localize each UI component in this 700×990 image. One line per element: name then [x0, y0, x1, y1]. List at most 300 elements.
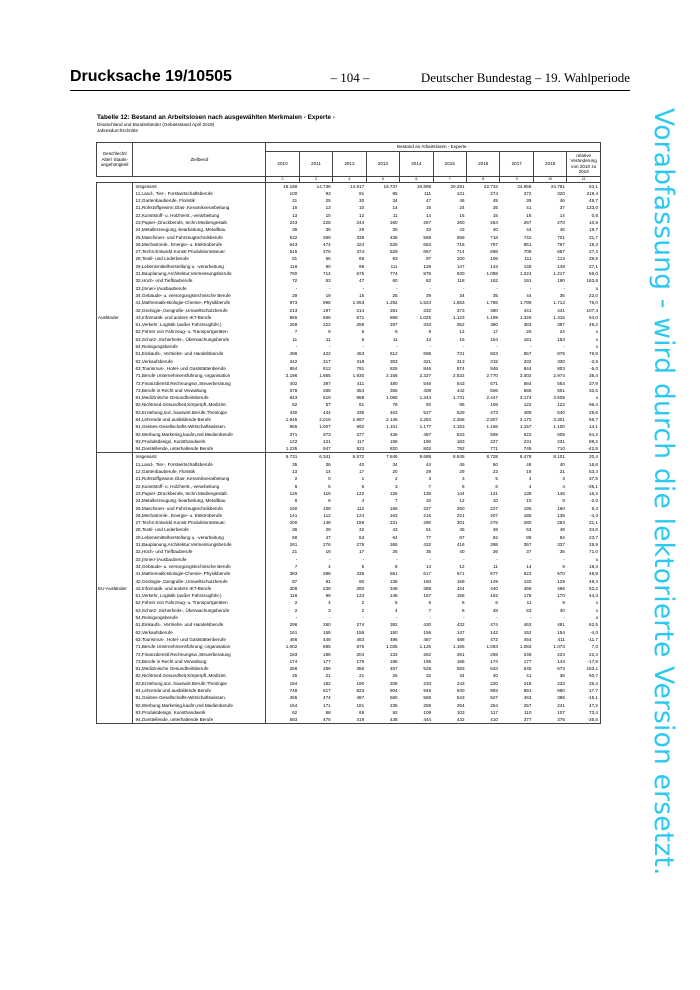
- value-cell: 214: [356, 307, 365, 313]
- value-cell: 673: [557, 666, 565, 672]
- value-cell: 320: [557, 190, 565, 196]
- value-cell: 3: [562, 476, 565, 482]
- value-cell: -: [563, 615, 565, 621]
- value-cell: 208: [389, 680, 398, 686]
- relative-change-cell: x: [567, 328, 601, 335]
- occupation-label: 73,Berufe in Recht und Verwaltung: [133, 387, 266, 394]
- value-cell: 40: [559, 461, 565, 467]
- value-cell: 855: [289, 314, 298, 320]
- value-cell: 767: [557, 241, 565, 247]
- value-cell: 40: [492, 673, 498, 679]
- value-cell: 1.073: [553, 644, 565, 650]
- value-cell: 83: [392, 256, 398, 262]
- value-cell: 667: [423, 249, 432, 255]
- value-cell: 569: [490, 431, 498, 437]
- value-cell: 11: [325, 336, 331, 342]
- value-cell: 222: [323, 322, 331, 328]
- value-cell: 14: [526, 563, 532, 569]
- group-label: Ausländer: [97, 182, 133, 453]
- value-cell: 2.807: [486, 417, 498, 422]
- value-cell: 92: [392, 709, 398, 715]
- value-cell: 65: [325, 256, 331, 262]
- value-cell: 422: [323, 351, 331, 357]
- value-cell: 20.291: [433, 182, 466, 190]
- occupation-label: 51,Verkehr, Logistik (außer Fahrzeugführ.): [133, 321, 266, 328]
- table-head: [97, 143, 601, 183]
- value-cell: 158: [456, 593, 465, 599]
- occupation-label: 53,Schutz-,Sicherheits-, Überwachungsberufe: [133, 336, 266, 343]
- value-cell: 365: [323, 387, 331, 393]
- value-cell: -: [295, 615, 298, 621]
- value-cell: -: [529, 285, 532, 291]
- value-cell: 112: [323, 512, 331, 518]
- occupation-label: 92,Werbung,Marketing,kaufm,red.Medienberufe: [133, 702, 266, 709]
- value-cell: 91: [325, 578, 331, 584]
- value-cell: 782: [433, 445, 466, 453]
- value-cell: 268: [490, 651, 498, 657]
- value-cell: 9: [428, 329, 432, 335]
- occupation-label: 21,Rohstoffgewinn,Glas-,Keramikverarbeitung: [133, 475, 266, 482]
- value-cell: 17: [359, 469, 365, 475]
- value-cell: 93: [325, 190, 331, 196]
- value-cell: 45: [459, 461, 465, 467]
- value-cell: 220: [490, 680, 498, 686]
- occupation-label: 83,Erziehung,soz.,hauswirt.Berufe,Theologie: [133, 680, 266, 687]
- occupation-label: 42,Geologie-,Geografie-,Umweltschutzberufe: [133, 307, 266, 314]
- table-row: [97, 548, 601, 555]
- value-cell: 35: [559, 292, 565, 298]
- value-cell: 156: [423, 629, 432, 635]
- relative-change-cell: x: [567, 556, 601, 563]
- value-cell: 260: [323, 622, 331, 628]
- value-cell: 2: [361, 600, 365, 606]
- value-cell: 244: [356, 219, 365, 225]
- value-cell: 207: [490, 512, 498, 518]
- value-cell: 35: [492, 292, 498, 298]
- value-cell: 332: [523, 358, 532, 364]
- value-cell: 161: [289, 629, 298, 635]
- value-cell: 440: [490, 585, 498, 591]
- value-cell: 2.974: [553, 373, 565, 379]
- table-row: [97, 423, 601, 430]
- relative-change-cell: 62,5: [567, 621, 601, 628]
- table-body: [97, 182, 601, 724]
- value-cell: 158: [389, 438, 398, 444]
- value-cell: 474: [323, 241, 331, 247]
- value-cell: 274: [356, 622, 365, 628]
- value-cell: 77: [425, 534, 432, 540]
- value-cell: 37: [526, 549, 532, 555]
- value-cell: 940: [456, 687, 465, 693]
- occupation-label: 26,Mechatronik-, Energie- u. Elektroberufe: [133, 241, 266, 248]
- index-cell: 9: [500, 176, 533, 182]
- value-cell: 372: [523, 190, 532, 196]
- table-row: [97, 372, 601, 379]
- value-cell: 60: [392, 278, 398, 284]
- value-cell: 129: [423, 263, 432, 269]
- value-cell: 885: [323, 644, 331, 650]
- value-cell: 1.065: [386, 395, 398, 401]
- value-cell: 260: [456, 219, 465, 225]
- value-cell: 29: [359, 227, 365, 233]
- value-cell: 186: [389, 658, 398, 664]
- value-cell: 472: [490, 636, 498, 642]
- value-cell: 30: [359, 198, 365, 204]
- value-cell: 410: [467, 716, 500, 724]
- value-cell: 21: [325, 673, 331, 679]
- relative-change-cell: 107,4: [567, 307, 601, 314]
- value-cell: 9: [562, 563, 565, 569]
- value-cell: -: [462, 556, 465, 562]
- value-cell: 819: [323, 395, 331, 401]
- value-cell: 8: [294, 498, 298, 504]
- value-cell: 8.478: [500, 453, 533, 461]
- relative-change-cell: 27,4: [567, 248, 601, 255]
- value-cell: 164: [289, 702, 298, 708]
- year-header: 2014: [400, 151, 433, 176]
- value-cell: 4: [562, 483, 565, 489]
- value-cell: 6.341: [299, 453, 332, 461]
- table-row: [97, 307, 601, 314]
- table-row: [97, 621, 601, 628]
- value-cell: 4: [361, 498, 365, 504]
- value-cell: 25: [392, 673, 398, 679]
- value-cell: 40: [559, 607, 565, 613]
- value-cell: 430: [423, 622, 432, 628]
- relative-change-cell: x: [567, 607, 601, 614]
- table-row: [97, 702, 601, 709]
- beruf-header: Zielberuf: [133, 143, 266, 177]
- relative-change-cell: -35,5: [567, 716, 601, 724]
- occupation-label: Insgesamt: [133, 182, 266, 190]
- value-cell: 276: [323, 542, 331, 548]
- value-cell: 16.737: [366, 182, 399, 190]
- value-cell: 11: [526, 600, 532, 606]
- value-cell: 313: [456, 358, 465, 364]
- value-cell: 184: [289, 680, 298, 686]
- value-cell: 159: [456, 578, 465, 584]
- value-cell: 749: [500, 445, 533, 453]
- relative-change-cell: 31,1: [567, 519, 601, 526]
- value-cell: 481: [557, 622, 565, 628]
- value-cell: 155: [323, 629, 331, 635]
- value-cell: 40: [359, 461, 365, 467]
- value-cell: 382: [389, 622, 398, 628]
- value-cell: 36: [559, 549, 565, 555]
- value-cell: 148: [389, 593, 398, 599]
- value-cell: 802: [400, 445, 433, 453]
- value-cell: 435: [389, 234, 398, 240]
- value-cell: 7: [294, 329, 298, 335]
- value-cell: -: [396, 556, 398, 562]
- value-cell: 623: [523, 571, 532, 577]
- table-row: [97, 219, 601, 226]
- value-cell: 1.199: [486, 314, 498, 320]
- value-cell: 113: [557, 256, 565, 262]
- table-title: Tabelle 12: Bestand an Arbeitslosen nach ausgewählten Merkmalen - Experte -: [97, 114, 335, 121]
- value-cell: 296: [289, 622, 298, 628]
- value-cell: 1.930: [352, 373, 365, 379]
- relative-change-cell: -4,0: [567, 629, 601, 636]
- value-cell: 34: [392, 198, 398, 204]
- value-cell: 147: [456, 629, 465, 635]
- value-cell: 645: [523, 666, 532, 672]
- value-cell: 18.899: [400, 182, 433, 190]
- table-row: [97, 636, 601, 643]
- value-cell: 90: [359, 578, 365, 584]
- value-cell: 1.945: [285, 417, 298, 422]
- value-cell: 402: [289, 380, 298, 386]
- value-cell: 617: [423, 571, 432, 577]
- value-cell: 435: [356, 571, 365, 577]
- value-cell: 823: [333, 445, 366, 453]
- value-cell: 131: [456, 190, 465, 196]
- value-cell: 876: [557, 351, 565, 357]
- relative-change-cell: x: [567, 285, 601, 292]
- relative-change-cell: 48,4: [567, 578, 601, 585]
- relative-change-cell: 7,0: [567, 643, 601, 650]
- value-cell: -: [496, 285, 498, 291]
- occupation-label: 92,Werbung,Marketing,kaufm,red.Medienberufe: [133, 431, 266, 438]
- value-cell: 5: [495, 476, 498, 482]
- value-cell: 47: [425, 198, 432, 204]
- value-cell: 742: [523, 234, 532, 240]
- value-cell: 5: [328, 483, 331, 489]
- value-cell: 387: [557, 322, 565, 328]
- value-cell: 698: [490, 249, 498, 255]
- occupation-label: 84,Lehrende und ausbildende Berufe: [133, 687, 266, 694]
- value-cell: 378: [289, 387, 298, 393]
- occupation-label: 12,Gartenbauberufe, Floristik: [133, 197, 266, 204]
- value-cell: 634: [490, 666, 498, 672]
- value-cell: 532: [289, 234, 298, 240]
- value-cell: 136: [389, 578, 398, 584]
- value-cell: 183: [456, 438, 465, 444]
- value-cell: 227: [490, 438, 498, 444]
- year-header: 2017: [500, 151, 533, 176]
- table-row: [97, 687, 601, 694]
- value-cell: 16.168: [266, 182, 299, 190]
- value-cell: 1.125: [419, 644, 432, 650]
- occupation-label: 63,Tourismus-, Hotel- und Gaststättenberufe: [133, 365, 266, 372]
- value-cell: -: [529, 556, 532, 562]
- value-cell: 11: [392, 336, 398, 342]
- value-cell: 243: [289, 219, 298, 225]
- value-cell: 1.166: [486, 424, 498, 430]
- relative-change-cell: 6,3: [567, 505, 601, 512]
- value-cell: 68: [359, 256, 365, 262]
- value-cell: 243: [456, 680, 465, 686]
- value-cell: 3.509: [553, 395, 565, 401]
- occupation-label: 52,Führer von Fahrzeug- u. Transportgeräten: [133, 599, 266, 606]
- value-cell: 140: [523, 578, 532, 584]
- value-cell: 110: [524, 709, 532, 715]
- value-cell: 1.083: [486, 644, 498, 650]
- occupation-label: 51,Verkehr, Logistik (außer Fahrzeugführ.): [133, 592, 266, 599]
- value-cell: 46: [559, 227, 565, 233]
- watermark: [640, 108, 700, 908]
- value-cell: -: [529, 344, 532, 350]
- value-cell: 1.663: [453, 300, 465, 306]
- value-cell: -: [496, 556, 498, 562]
- value-cell: 274: [490, 190, 498, 196]
- table-row: [97, 394, 601, 401]
- value-cell: 3.174: [519, 395, 532, 401]
- value-cell: -: [462, 344, 465, 350]
- value-cell: 143: [557, 658, 565, 664]
- value-cell: 332: [423, 307, 432, 313]
- value-cell: 231: [523, 438, 532, 444]
- occupation-label: 93,Produktdesign, Kunsthandwerk: [133, 709, 266, 716]
- occupation-label: 24,Metallerzeugung,-bearbeitung, Metallbau: [133, 497, 266, 504]
- value-cell: 846: [423, 365, 432, 371]
- value-cell: 357: [523, 542, 532, 548]
- value-cell: 261: [289, 542, 298, 548]
- relative-change-cell: 219,4: [567, 190, 601, 197]
- value-cell: 174: [490, 658, 498, 664]
- occupation-label: 91,Geistes-Gesellschafts-Wirtschaftswissen.: [133, 423, 266, 430]
- value-cell: 111: [390, 263, 398, 269]
- value-cell: 106: [490, 256, 498, 262]
- value-cell: 643: [289, 241, 298, 247]
- value-cell: 11: [292, 336, 298, 342]
- value-cell: 1: [361, 476, 365, 482]
- value-cell: 444: [400, 716, 433, 724]
- table-row: [97, 292, 601, 299]
- value-cell: 170: [557, 593, 565, 599]
- value-cell: 3: [428, 476, 432, 482]
- value-cell: 227: [423, 505, 432, 511]
- value-cell: 1.088: [486, 271, 498, 277]
- relative-change-cell: 22,0: [567, 292, 601, 299]
- watermark-text: Vorabfassung - wird durch die lektorierte Version ersetzt.: [648, 108, 679, 876]
- value-cell: 301: [456, 520, 465, 526]
- relative-change-cell: 17,7: [567, 687, 601, 694]
- value-cell: 2.770: [486, 373, 498, 379]
- table-row: [97, 512, 601, 519]
- value-cell: 22.732: [467, 182, 500, 190]
- value-cell: 376: [533, 716, 566, 724]
- value-cell: 25: [292, 673, 298, 679]
- value-cell: 6: [361, 336, 365, 342]
- value-cell: 342: [289, 358, 298, 364]
- occupation-label: 94,Darstellende, unterhaltende Berufe: [133, 716, 266, 724]
- value-cell: 659: [456, 234, 465, 240]
- value-cell: -: [396, 285, 398, 291]
- occupation-label: 54,Reinigungsberufe: [133, 343, 266, 350]
- value-cell: 57: [325, 402, 331, 408]
- value-cell: 568: [423, 234, 432, 240]
- value-cell: -: [429, 556, 432, 562]
- value-cell: 39: [425, 292, 432, 298]
- value-cell: 671: [356, 314, 365, 320]
- value-cell: 14.617: [333, 182, 366, 190]
- group-label: EU-Ausländer: [97, 453, 133, 724]
- relative-change-cell: 76,9: [567, 350, 601, 357]
- value-cell: 466: [289, 636, 298, 642]
- value-cell: 947: [299, 445, 332, 453]
- value-cell: 91: [359, 190, 365, 196]
- relative-change-cell: x: [567, 394, 601, 401]
- value-cell: 124: [356, 512, 365, 518]
- table-row: [97, 541, 601, 548]
- value-cell: 3.002: [519, 373, 532, 379]
- value-cell: 441: [523, 307, 532, 313]
- value-cell: -: [295, 556, 298, 562]
- value-cell: 398: [490, 542, 498, 548]
- table-row: [97, 526, 601, 533]
- index-cell: 4: [333, 176, 366, 182]
- occupation-label: 62,Verkaufsberufe: [133, 629, 266, 636]
- relative-change-cell: -15,1: [567, 694, 601, 701]
- table-row: [97, 365, 601, 372]
- value-cell: 998: [323, 300, 331, 306]
- occupation-label: 24,Metallerzeugung,-bearbeitung, Metallbau: [133, 226, 266, 233]
- value-cell: 150: [389, 629, 398, 635]
- value-cell: 2: [395, 476, 398, 482]
- value-cell: 352: [456, 322, 465, 328]
- value-cell: 876: [423, 271, 432, 277]
- index-cell: 3: [299, 176, 332, 182]
- value-cell: 185: [523, 512, 532, 518]
- value-cell: 150: [289, 505, 298, 511]
- value-cell: 1.165: [453, 644, 465, 650]
- value-cell: 463: [356, 636, 365, 642]
- value-cell: 570: [557, 571, 565, 577]
- occupation-label: 81,Medizinische Gesundheitsberufe: [133, 394, 266, 401]
- occupation-label: 84,Lehrende und ausbildende Berufe: [133, 416, 266, 423]
- value-cell: 377: [500, 716, 533, 724]
- value-cell: 224: [557, 651, 565, 657]
- value-cell: 4: [328, 600, 331, 606]
- value-cell: 21: [559, 469, 565, 475]
- value-cell: 95: [459, 402, 465, 408]
- value-cell: 89: [526, 534, 532, 540]
- value-cell: 2: [294, 600, 298, 606]
- value-cell: 35: [492, 205, 498, 211]
- value-cell: 257: [523, 702, 532, 708]
- data-table: [96, 142, 601, 724]
- value-cell: -: [329, 285, 331, 291]
- relative-change-cell: 49,2: [567, 321, 601, 328]
- value-cell: 290: [423, 520, 432, 526]
- relative-change-cell: 163,1: [567, 665, 601, 672]
- value-cell: 965: [289, 424, 298, 430]
- value-cell: 138: [523, 490, 532, 496]
- value-cell: 40: [492, 227, 498, 233]
- document-number-value: 10505: [187, 68, 232, 85]
- value-cell: 257: [423, 219, 432, 225]
- value-cell: 565: [523, 387, 532, 393]
- value-cell: 454: [523, 636, 532, 642]
- value-cell: 825: [389, 365, 398, 371]
- value-cell: -: [563, 285, 565, 291]
- value-cell: 11: [392, 212, 398, 218]
- table-row: [97, 556, 601, 563]
- value-cell: 1.007: [319, 424, 331, 430]
- value-cell: 780: [289, 271, 298, 277]
- index-cell: 10: [533, 176, 566, 182]
- occupation-label: 29,Lebensmittelherstellung u. -verarbeitung: [133, 534, 266, 541]
- year-header: 2012: [333, 151, 366, 176]
- value-cell: 46: [559, 198, 565, 204]
- table-row: [97, 277, 601, 284]
- value-cell: 371: [289, 431, 298, 437]
- value-cell: -: [329, 615, 331, 621]
- value-cell: 7.846: [366, 453, 399, 461]
- table-row: [97, 212, 601, 219]
- value-cell: 51: [425, 527, 432, 533]
